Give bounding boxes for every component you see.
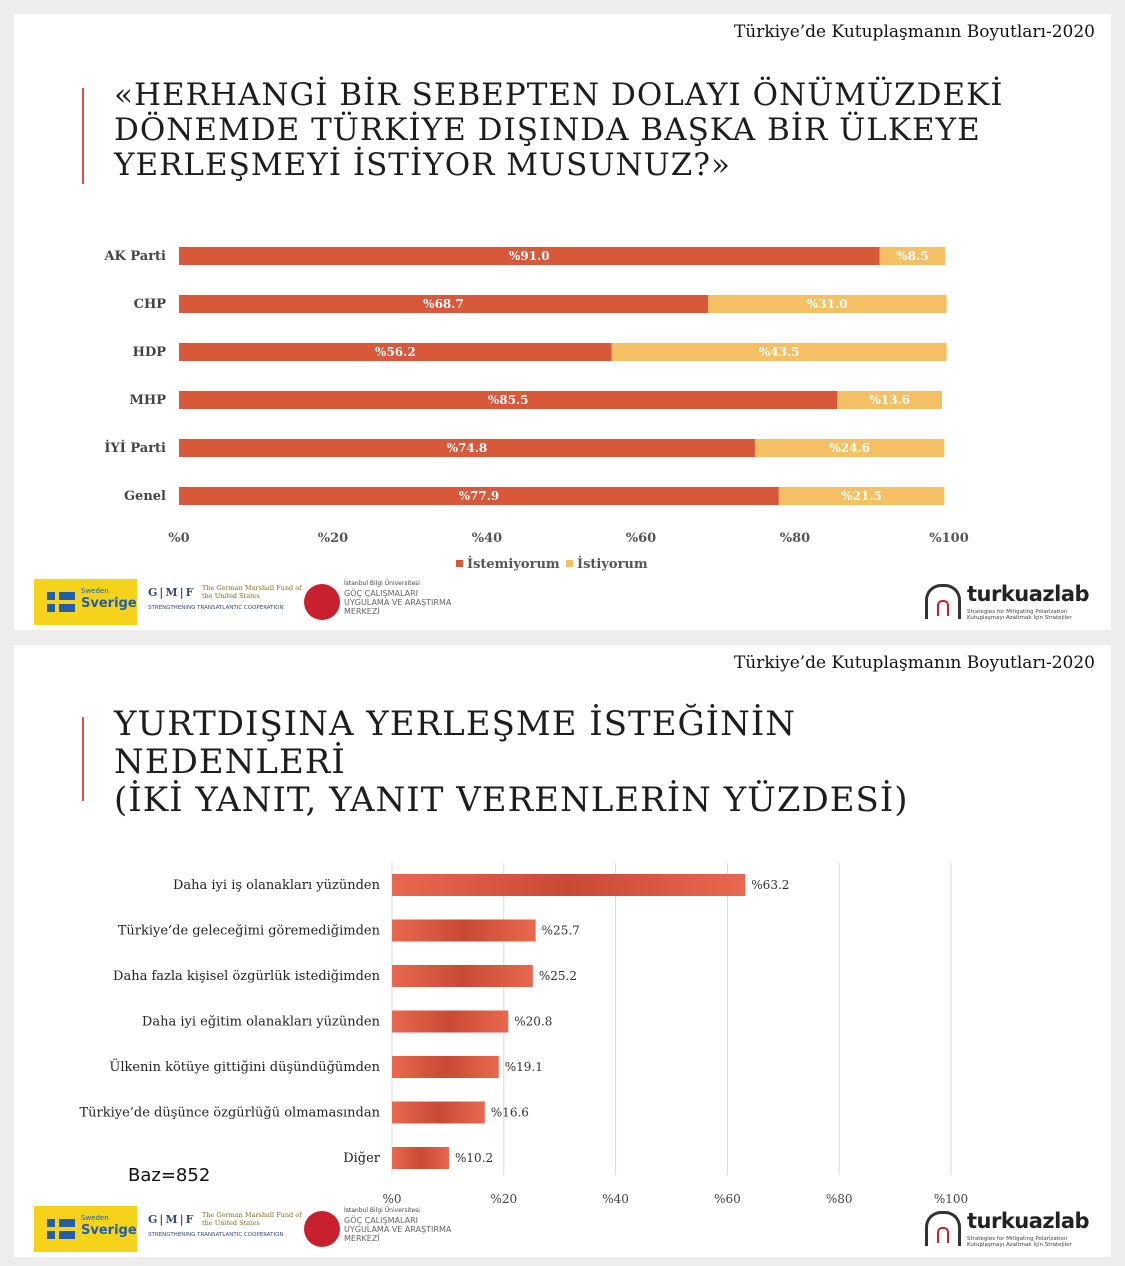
category-label: Daha iyi iş olanakları yüzünden (172, 878, 380, 893)
data-label: %19.1 (504, 1060, 543, 1074)
category-label: HDP (132, 345, 166, 360)
bar (392, 1011, 508, 1033)
data-label: %16.6 (490, 1105, 529, 1120)
category-label: Genel (123, 489, 166, 504)
category-label: Diğer (343, 1151, 380, 1166)
data-label: %31.0 (807, 297, 848, 311)
globe-icon (304, 584, 340, 620)
category-label: İYİ Parti (104, 441, 166, 456)
data-label: %21.5 (841, 489, 882, 503)
report-title: Türkiye’de Kutuplaşmanın Boyutları-2020 (733, 653, 1095, 673)
bar (392, 1056, 499, 1078)
data-label: %10.2 (455, 1151, 494, 1165)
slide-heading: YURTDIŞINA YERLEŞME İSTEĞİNİN NEDENLERİ (İKİ YANIT, YANIT VERENLERİN YÜZDESİ) (114, 704, 909, 820)
bar (392, 1147, 449, 1169)
slide-migration-intent (14, 14, 1111, 630)
stacked-bar-chart (14, 14, 1111, 574)
bar (392, 920, 536, 942)
footer-logos: Sweden Sverige G|M|F The German Marshall Fund of the United States STRENGTHENING TRANSATLANTIC COOPERATION İstanbul Bilgi Üniversitesi GÖÇ ÇALIŞMALARI UYGULAMA VE ARAŞTIRMA MERKEZİ turkuazlab Strategies for Mitigating Polarization Kutuplaşmayı Azaltmak İçin Stratejiler (14, 574, 1111, 630)
category-label: Daha iyi eğitim olanakları yüzünden (141, 1014, 380, 1030)
turkuazlab-logo: turkuazlab Strategies for Mitigating Polarization Kutuplaşmayı Azaltmak İçin Stratejiler (925, 1207, 1101, 1251)
category-label: Ülkenin kötüye gittiğini düşündüğümden (109, 1060, 380, 1075)
tick-label: %0 (168, 531, 190, 546)
tick-label: %40 (602, 1192, 629, 1205)
category-label: Daha fazla kişisel özgürlük istediğimden (113, 969, 380, 984)
gmf-logo: G|M|F The German Marshall Fund of the United States STRENGTHENING TRANSATLANTIC COOPERATION (148, 584, 302, 611)
tick-label: %80 (825, 1192, 853, 1205)
tick-label: %20 (490, 1192, 518, 1205)
tick-label: %60 (625, 531, 657, 546)
sweden-flag-icon (47, 1219, 75, 1239)
arch-icon (925, 1211, 961, 1246)
category-label: MHP (129, 393, 166, 408)
legend-label: İstiyorum (577, 557, 648, 572)
globe-icon (304, 1211, 340, 1247)
legend-swatch (456, 560, 463, 567)
legend-label: İstemiyorum (467, 557, 560, 572)
data-label: %63.2 (751, 878, 790, 892)
data-label: %43.5 (758, 345, 800, 359)
data-label: %77.9 (458, 489, 500, 503)
data-label: %91.0 (509, 249, 550, 263)
data-label: %25.2 (538, 969, 577, 983)
reasons-bar-chart (14, 645, 1111, 1205)
data-label: %24.6 (829, 441, 870, 455)
tick-label: %20 (317, 531, 349, 546)
tick-label: %100 (929, 531, 969, 546)
footer-logos: Sweden Sverige G|M|F The German Marshall Fund of the United States STRENGTHENING TRANSATLANTIC COOPERATION İstanbul Bilgi Üniversitesi GÖÇ ÇALIŞMALARI UYGULAMA VE ARAŞTIRMA MERKEZİ turkuazlab Strategies for Mitigating Polarization Kutuplaşmayı Azaltmak İçin Stratejiler (14, 1201, 1111, 1257)
gmf-logo: G|M|F The German Marshall Fund of the United States STRENGTHENING TRANSATLANTIC COOPERATION (148, 1211, 302, 1238)
data-label: %56.2 (375, 345, 416, 359)
tick-label: %80 (779, 531, 811, 546)
tick-label: %40 (471, 531, 503, 546)
bar (392, 874, 745, 896)
data-label: %68.7 (423, 297, 464, 311)
tick-label: %100 (933, 1192, 969, 1205)
category-label: AK Parti (104, 249, 166, 264)
sweden-logo: Sweden Sverige (34, 1206, 137, 1252)
bar (392, 1102, 485, 1124)
slide-migration-reasons (14, 645, 1111, 1257)
base-count: Baz=852 (128, 1165, 211, 1186)
turkuazlab-logo: turkuazlab Strategies for Mitigating Polarization Kutuplaşmayı Azaltmak İçin Stratejiler (925, 580, 1101, 624)
category-label: CHP (133, 297, 166, 312)
tick-label: %0 (382, 1192, 402, 1205)
data-label: %85.5 (487, 393, 529, 407)
report-title: Türkiye’de Kutuplaşmanın Boyutları-2020 (733, 22, 1095, 42)
arch-icon (925, 584, 961, 619)
bar (392, 965, 533, 987)
category-label: Türkiye’de geleceğimi göremediğimden (117, 923, 380, 939)
category-label: Türkiye’de düşünce özgürlüğü olmamasından (79, 1105, 380, 1121)
tick-label: %60 (714, 1192, 741, 1205)
data-label: %74.8 (446, 441, 488, 455)
data-label: %13.6 (869, 393, 911, 407)
sweden-logo: Sweden Sverige (34, 579, 137, 625)
data-label: %20.8 (514, 1014, 553, 1029)
data-label: %25.7 (541, 923, 580, 938)
slide-heading: «HERHANGİ BİR SEBEPTEN DOLAYI ÖNÜMÜZDEKİ DÖNEMDE TÜRKİYE DIŞINDA BAŞKA BİR ÜLKEYE YERLEŞMEYİ İSTİYOR MUSUNUZ?» (114, 77, 1004, 183)
legend-swatch (566, 560, 573, 567)
sweden-flag-icon (47, 592, 75, 612)
data-label: %8.5 (896, 249, 929, 263)
